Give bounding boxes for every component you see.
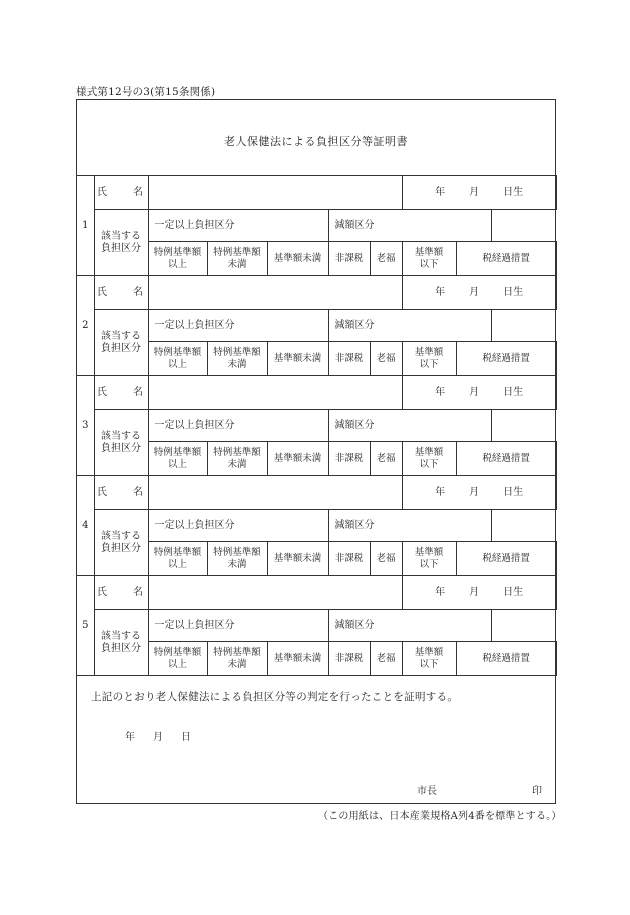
- option-standard-below[interactable]: 基準額 以下: [402, 642, 456, 676]
- birth-date-field[interactable]: [402, 576, 556, 610]
- birth-month-label: 月: [469, 486, 480, 498]
- patient-3-option-row: [77, 442, 556, 476]
- certificate-sheet: [76, 99, 556, 804]
- birth-date-field[interactable]: [402, 376, 556, 410]
- applicable-category-label: 該当する 負担区分: [94, 210, 148, 276]
- option-standard-under[interactable]: 基準額未満: [267, 542, 328, 576]
- patient-number: 2: [77, 276, 94, 376]
- option-nontax[interactable]: 非課税: [328, 342, 370, 376]
- birth-month-label: 月: [469, 186, 480, 198]
- option-standard-below[interactable]: 基準額 以下: [402, 242, 456, 276]
- option-special-over[interactable]: 特例基準額 以上: [148, 442, 207, 476]
- option-standard-under[interactable]: 基準額未満: [267, 342, 328, 376]
- option-tax-transition[interactable]: 税経過措置: [456, 642, 556, 676]
- birth-day-label: 日生: [503, 486, 524, 498]
- name-label: 氏 名: [94, 376, 148, 410]
- name-field[interactable]: [148, 576, 402, 610]
- birth-year-label: 年: [435, 286, 446, 298]
- patient-2-category-row: [77, 310, 556, 342]
- patient-5-option-row: [77, 642, 556, 676]
- issue-month-label: 月: [153, 732, 163, 743]
- birth-day-label: 日生: [503, 286, 524, 298]
- option-standard-under[interactable]: 基準額未満: [267, 642, 328, 676]
- option-tax-transition[interactable]: 税経過措置: [456, 442, 556, 476]
- reduced-category-label: 減額区分: [328, 610, 491, 642]
- option-elder-welfare[interactable]: 老福: [370, 542, 402, 576]
- name-label: 氏 名: [94, 476, 148, 510]
- fixed-income-category-label: 一定以上負担区分: [148, 410, 328, 442]
- seal-mark: 印: [532, 786, 542, 797]
- name-label: 氏 名: [94, 276, 148, 310]
- birth-date-field[interactable]: [402, 476, 556, 510]
- fixed-income-category-label: 一定以上負担区分: [148, 610, 328, 642]
- issue-year-label: 年: [125, 732, 135, 743]
- burden-category-table: [77, 175, 557, 676]
- issue-date: [125, 728, 191, 743]
- patient-2-name-row: [77, 276, 556, 310]
- paper-size-note: （この用紙は、日本産業規格A列4番を標準とする。）: [318, 811, 562, 822]
- option-elder-welfare[interactable]: 老福: [370, 242, 402, 276]
- birth-day-label: 日生: [503, 586, 524, 598]
- name-field[interactable]: [148, 376, 402, 410]
- option-special-under[interactable]: 特例基準額 未満: [207, 542, 267, 576]
- option-special-under[interactable]: 特例基準額 未満: [207, 342, 267, 376]
- birth-month-label: 月: [469, 286, 480, 298]
- patient-number: 1: [77, 176, 94, 276]
- fixed-income-category-label: 一定以上負担区分: [148, 510, 328, 542]
- birth-day-label: 日生: [503, 186, 524, 198]
- document-title: 老人保健法による負担区分等証明書: [224, 135, 408, 148]
- option-special-under[interactable]: 特例基準額 未満: [207, 642, 267, 676]
- option-nontax[interactable]: 非課税: [328, 542, 370, 576]
- reduced-category-label: 減額区分: [328, 310, 491, 342]
- option-nontax[interactable]: 非課税: [328, 642, 370, 676]
- birth-month-label: 月: [469, 586, 480, 598]
- patient-5-category-row: [77, 610, 556, 642]
- option-special-over[interactable]: 特例基準額 以上: [148, 642, 207, 676]
- patient-number: 5: [77, 576, 94, 676]
- patient-4-name-row: [77, 476, 556, 510]
- option-tax-transition[interactable]: 税経過措置: [456, 342, 556, 376]
- birth-date-field[interactable]: [402, 276, 556, 310]
- reduced-category-label: 減額区分: [328, 410, 491, 442]
- patient-number: 3: [77, 376, 94, 476]
- option-standard-below[interactable]: 基準額 以下: [402, 342, 456, 376]
- patient-2-option-row: [77, 342, 556, 376]
- fixed-income-category-label: 一定以上負担区分: [148, 210, 328, 242]
- applicable-category-label: 該当する 負担区分: [94, 510, 148, 576]
- name-label: 氏 名: [94, 576, 148, 610]
- fixed-income-category-label: 一定以上負担区分: [148, 310, 328, 342]
- option-nontax[interactable]: 非課税: [328, 242, 370, 276]
- name-field[interactable]: [148, 176, 402, 210]
- birth-year-label: 年: [435, 486, 446, 498]
- certification-statement: 上記のとおり老人保健法による負担区分等の判定を行ったことを証明する。: [91, 691, 459, 703]
- option-special-under[interactable]: 特例基準額 未満: [207, 442, 267, 476]
- option-special-under[interactable]: 特例基準額 未満: [207, 242, 267, 276]
- option-standard-below[interactable]: 基準額 以下: [402, 442, 456, 476]
- applicable-category-label: 該当する 負担区分: [94, 310, 148, 376]
- form-number-label: 様式第12号の3(第15条関係): [76, 86, 216, 98]
- option-standard-under[interactable]: 基準額未満: [267, 242, 328, 276]
- birth-month-label: 月: [469, 386, 480, 398]
- birth-day-label: 日生: [503, 386, 524, 398]
- birth-year-label: 年: [435, 586, 446, 598]
- patient-5-name-row: [77, 576, 556, 610]
- option-elder-welfare[interactable]: 老福: [370, 342, 402, 376]
- name-label: 氏 名: [94, 176, 148, 210]
- patient-1-name-row: [77, 176, 556, 210]
- patient-3-name-row: [77, 376, 556, 410]
- mayor-label: 市長: [417, 786, 437, 797]
- option-nontax[interactable]: 非課税: [328, 442, 370, 476]
- option-special-over[interactable]: 特例基準額 以上: [148, 242, 207, 276]
- option-tax-transition[interactable]: 税経過措置: [456, 242, 556, 276]
- option-tax-transition[interactable]: 税経過措置: [456, 542, 556, 576]
- option-standard-under[interactable]: 基準額未満: [267, 442, 328, 476]
- birth-year-label: 年: [435, 186, 446, 198]
- applicable-category-label: 該当する 負担区分: [94, 610, 148, 676]
- option-special-over[interactable]: 特例基準額 以上: [148, 342, 207, 376]
- applicable-category-label: 該当する 負担区分: [94, 410, 148, 476]
- reduced-category-label: 減額区分: [328, 210, 491, 242]
- option-standard-below[interactable]: 基準額 以下: [402, 542, 456, 576]
- reduced-category-label: 減額区分: [328, 510, 491, 542]
- birth-year-label: 年: [435, 386, 446, 398]
- option-elder-welfare[interactable]: 老福: [370, 442, 402, 476]
- birth-date-field[interactable]: [402, 176, 556, 210]
- patient-3-category-row: [77, 410, 556, 442]
- name-field[interactable]: [148, 476, 402, 510]
- patient-1-category-row: [77, 210, 556, 242]
- patient-4-category-row: [77, 510, 556, 542]
- patient-1-option-row: [77, 242, 556, 276]
- patient-4-option-row: [77, 542, 556, 576]
- issue-day-label: 日: [181, 732, 191, 743]
- option-elder-welfare[interactable]: 老福: [370, 642, 402, 676]
- option-special-over[interactable]: 特例基準額 以上: [148, 542, 207, 576]
- name-field[interactable]: [148, 276, 402, 310]
- patient-number: 4: [77, 476, 94, 576]
